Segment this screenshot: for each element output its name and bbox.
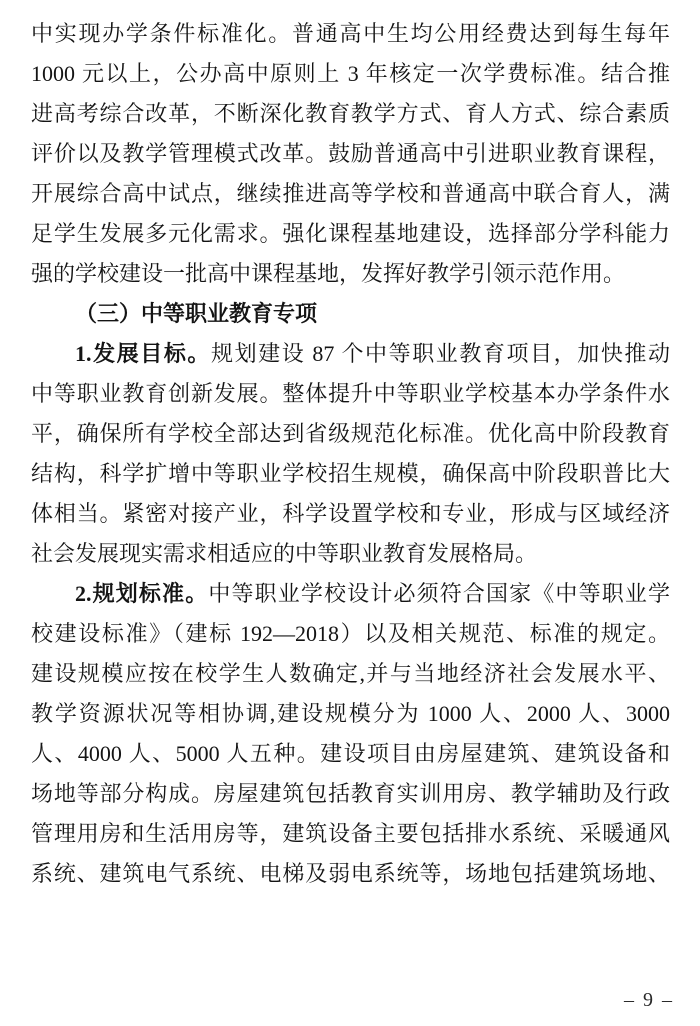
text-line bbox=[31, 694, 670, 734]
text-line bbox=[31, 734, 670, 774]
text-run: 足学生发展多元化需求。强化课程基地建设，选择部分学科能力 bbox=[31, 221, 670, 246]
text-line bbox=[31, 94, 670, 134]
text-run: 系统、建筑电气系统、电梯及弱电系统等，场地包括建筑场地、 bbox=[31, 861, 670, 886]
text-line bbox=[31, 14, 670, 54]
text-line bbox=[31, 454, 670, 494]
page-number: – 9 – bbox=[624, 989, 674, 1011]
bold-text-run: 2.规划标准。 bbox=[75, 581, 209, 606]
document-body bbox=[31, 14, 670, 894]
continued-paragraph bbox=[31, 14, 670, 294]
bold-text-run: 1.发展目标。 bbox=[75, 341, 211, 366]
text-line bbox=[31, 214, 670, 254]
text-run: 中等职业教育创新发展。整体提升中等职业学校基本办学条件水 bbox=[31, 381, 670, 406]
text-run: 强的学校建设一批高中课程基地，发挥好教学引领示范作用。 bbox=[31, 261, 626, 286]
text-line bbox=[31, 494, 670, 534]
text-run: 社会发展现实需求相适应的中等职业教育发展格局。 bbox=[31, 541, 538, 566]
bold-text-run: （三）中等职业教育专项 bbox=[75, 301, 318, 326]
section-heading bbox=[31, 294, 670, 334]
page-footer bbox=[624, 988, 674, 1012]
text-line bbox=[31, 534, 670, 574]
text-run: 评价以及教学管理模式改革。鼓励普通高中引进职业教育课程， bbox=[31, 141, 670, 166]
text-run: 1000 元以上，公办高中原则上 3 年核定一次学费标准。结合推 bbox=[31, 61, 670, 86]
text-line bbox=[31, 854, 670, 894]
text-run: 开展综合高中试点，继续推进高等学校和普通高中联合育人，满 bbox=[31, 181, 670, 206]
text-run: 规划建设 87 个中等职业教育项目，加快推动 bbox=[210, 341, 670, 366]
text-run: 体相当。紧密对接产业，科学设置学校和专业，形成与区域经济 bbox=[31, 501, 670, 526]
text-run: 人、4000 人、5000 人五种。建设项目由房屋建筑、建筑设备和 bbox=[31, 741, 670, 766]
text-line bbox=[31, 774, 670, 814]
text-line bbox=[31, 654, 670, 694]
text-run: 平，确保所有学校全部达到省级规范化标准。优化高中阶段教育 bbox=[31, 421, 670, 446]
text-line bbox=[31, 54, 670, 94]
text-line bbox=[31, 414, 670, 454]
text-run: 教学资源状况等相协调,建设规模分为 1000 人、2000 人、3000 bbox=[31, 701, 670, 726]
paragraph-planning-standards bbox=[31, 574, 670, 894]
text-line bbox=[31, 174, 670, 214]
text-line bbox=[31, 334, 670, 374]
text-run: 场地等部分构成。房屋建筑包括教育实训用房、教学辅助及行政 bbox=[31, 781, 670, 806]
text-run: 校建设标准》（建标 192—2018）以及相关规范、标准的规定。 bbox=[31, 621, 670, 646]
text-run: 进高考综合改革，不断深化教育教学方式、育人方式、综合素质 bbox=[31, 101, 670, 126]
text-line bbox=[31, 614, 670, 654]
text-line bbox=[31, 574, 670, 614]
text-line bbox=[31, 374, 670, 414]
text-run: 结构，科学扩增中等职业学校招生规模，确保高中阶段职普比大 bbox=[31, 461, 670, 486]
text-line bbox=[31, 254, 670, 294]
text-line bbox=[31, 134, 670, 174]
text-line bbox=[31, 294, 670, 334]
text-run: 中实现办学条件标准化。普通高中生均公用经费达到每生每年 bbox=[31, 21, 670, 46]
text-line bbox=[31, 814, 670, 854]
text-run: 中等职业学校设计必须符合国家《中等职业学 bbox=[208, 581, 670, 606]
paragraph-development-goals bbox=[31, 334, 670, 574]
text-run: 管理用房和生活用房等，建筑设备主要包括排水系统、采暖通风 bbox=[31, 821, 670, 846]
text-run: 建设规模应按在校学生人数确定,并与当地经济社会发展水平、 bbox=[31, 661, 670, 686]
